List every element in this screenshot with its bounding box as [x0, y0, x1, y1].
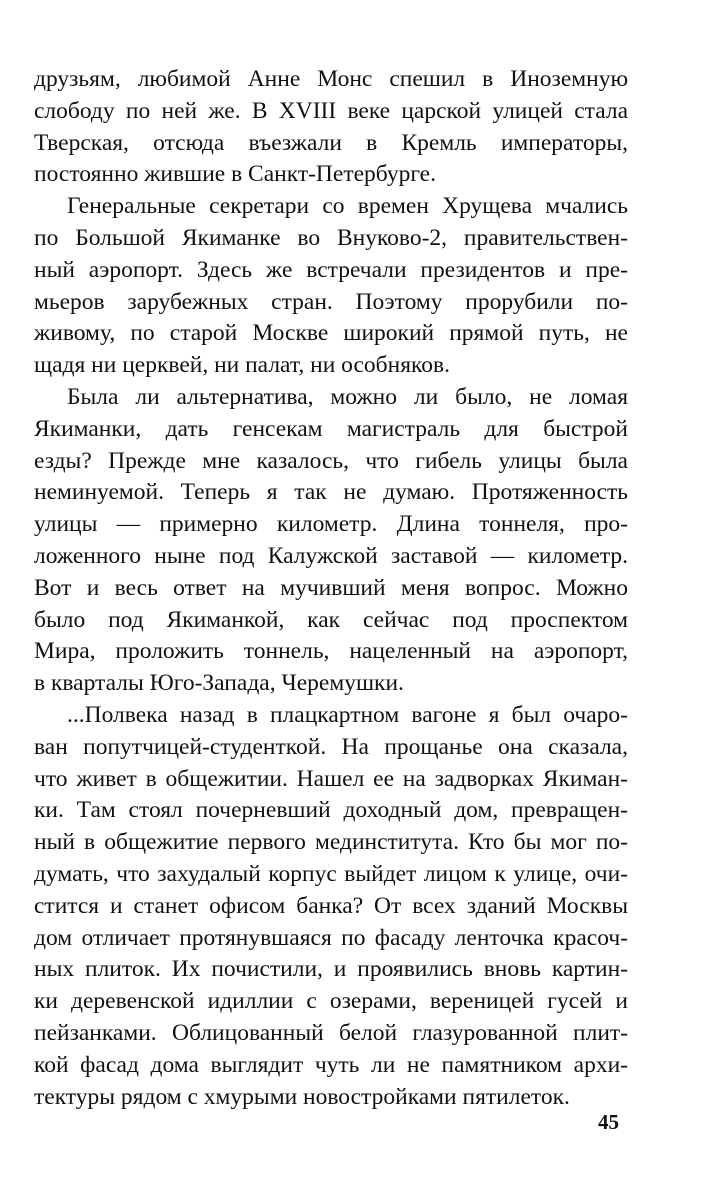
text-line: улицы — примерно километр. Длина тоннеля, про-: [34, 511, 628, 538]
text-line: что живет в общежитии. Нашел ее на задворках Якиман-: [34, 765, 628, 792]
text-line: Мира, проложить тоннель, нацеленный на аэропорт,: [34, 638, 628, 665]
text-line: ки. Там стоял почерневший доходный дом, превращен-: [34, 797, 628, 824]
text-line: щадя ни церквей, ни палат, ни особняков.: [34, 352, 450, 379]
body-text: [34, 64, 628, 1113]
text-line: Была ли альтернатива, можно ли было, не ломая: [67, 383, 628, 410]
text-line: неминуемой. Теперь я так не думаю. Протяженность: [34, 479, 628, 506]
text-line: ...Полвека назад в плацкартном вагоне я был очаро-: [67, 701, 628, 728]
text-line: пейзанками. Облицованный белой глазурованной плит-: [34, 1019, 628, 1046]
text-line: тектуры рядом с хмурыми новостройками пятилеток.: [34, 1083, 570, 1110]
text-line: дом отличает протянувшаяся по фасаду ленточка красоч-: [34, 924, 628, 951]
text-line: Якиманки, дать генсекам магистраль для быстрой: [34, 415, 628, 442]
text-line: ложенного ныне под Калужской заставой — километр.: [34, 542, 628, 569]
text-line: в кварталы Юго-Запада, Черемушки.: [34, 670, 404, 697]
text-line: думать, что захудалый корпус выйдет лицом к улице, очи-: [34, 860, 628, 887]
text-line: Тверская, отсюда въезжали в Кремль императоры,: [34, 129, 628, 156]
text-line: живому, по старой Москве широкий прямой путь, не: [34, 320, 628, 347]
text-line: стится и станет офисом банка? От всех зданий Москвы: [34, 892, 628, 919]
text-line: кой фасад дома выглядит чуть ли не памятником архи-: [34, 1051, 628, 1078]
text-line: ный в общежитие первого мединститута. Кто бы мог по-: [34, 829, 628, 856]
text-line: ный аэропорт. Здесь же встречали президентов и пре-: [34, 256, 628, 283]
text-line: ных плиток. Их почистили, и проявились вновь картин-: [34, 956, 628, 983]
text-line: мьеров зарубежных стран. Поэтому прорубили по-: [34, 288, 628, 315]
text-line: было под Якиманкой, как сейчас под проспектом: [34, 606, 628, 633]
text-line: слободу по ней же. В XVIII веке царской улицей стала: [34, 97, 628, 124]
text-line: ки деревенской идиллии с озерами, вереницей гусей и: [34, 988, 628, 1015]
page-number: 45: [598, 1110, 619, 1134]
text-line: ван попутчицей-студенткой. На прощанье она сказала,: [34, 733, 628, 760]
text-line: Генеральные секретари со времен Хрущева мчались: [67, 193, 628, 220]
text-line: езды? Прежде мне казалось, что гибель улицы была: [34, 447, 628, 474]
text-line: постоянно жившие в Санкт-Петербурге.: [34, 161, 436, 188]
text-line: Вот и весь ответ на мучивший меня вопрос. Можно: [34, 574, 628, 601]
text-line: по Большой Якиманке во Внуково-2, правительствен-: [34, 224, 628, 251]
text-line: друзьям, любимой Анне Монс спешил в Иноземную: [34, 66, 628, 92]
